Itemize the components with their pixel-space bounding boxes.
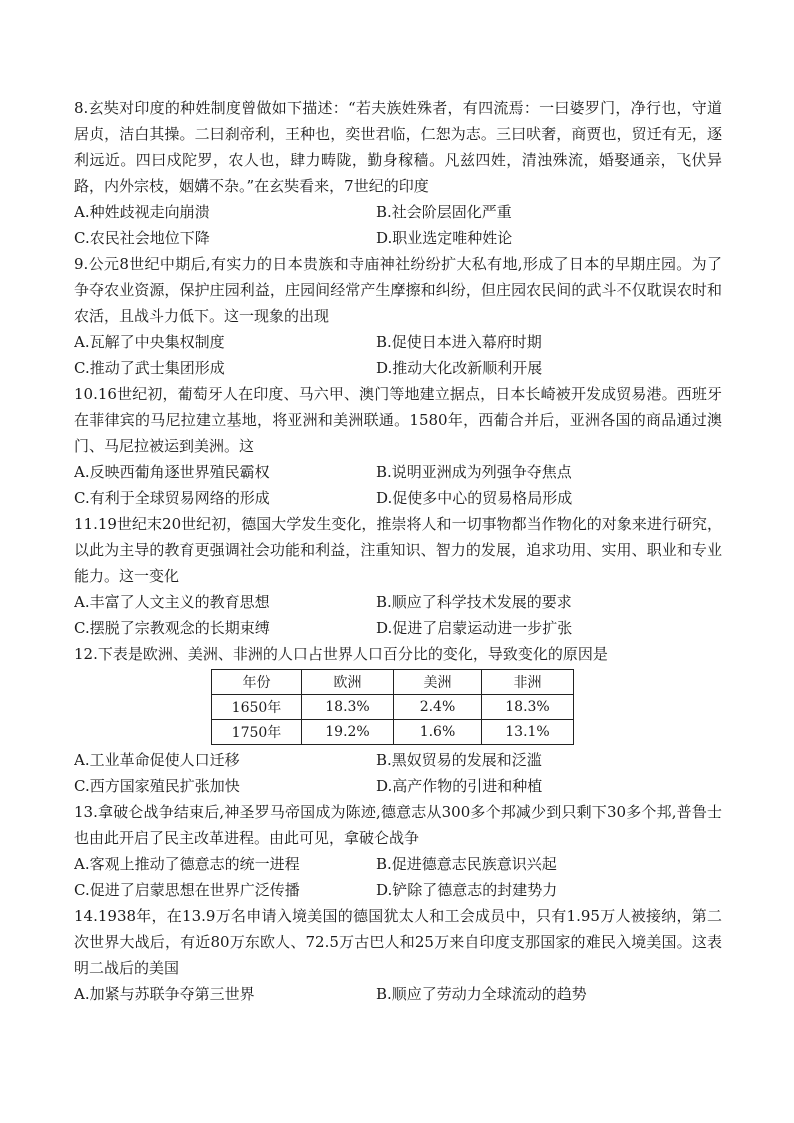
option-b[interactable]: B.社会阶层固化严重 xyxy=(376,203,512,221)
option-d[interactable]: D.推动大化改新顺利开展 xyxy=(376,359,543,377)
option-c[interactable]: C.促进了启蒙思想在世界广泛传播 xyxy=(74,881,300,899)
question-stem: 14.1938年，在13.9万名申请入境美国的德国犹太人和工会成员中，只有1.95万人被接纳，第二次世界大战后，有近80万东欧人、72.5万古巴人和25万来自印度支那国家的难民入境美国。这表明二战后的美国 xyxy=(74,907,722,977)
table-cell-year: 1650年 xyxy=(212,695,302,720)
question-stem: 12.下表是欧洲、美洲、非洲的人口占世界人口百分比的变化，导致变化的原因是 xyxy=(74,645,608,663)
question-14 xyxy=(74,903,722,1007)
table-cell-year: 1750年 xyxy=(212,720,302,745)
question-11 xyxy=(74,511,722,641)
option-a[interactable]: A.种姓歧视走向崩溃 xyxy=(74,203,210,221)
table-row xyxy=(212,720,574,745)
option-a[interactable]: A.客观上推动了德意志的统一进程 xyxy=(74,855,300,873)
answer-options xyxy=(74,329,722,381)
option-c[interactable]: C.有利于全球贸易网络的形成 xyxy=(74,489,270,507)
table-row xyxy=(212,695,574,720)
table-cell: 1.6% xyxy=(394,720,482,745)
option-d[interactable]: D.促进了启蒙运动进一步扩张 xyxy=(376,619,573,637)
question-9 xyxy=(74,251,722,381)
header-year: 年份 xyxy=(212,670,302,695)
question-8 xyxy=(74,95,722,251)
answer-options xyxy=(74,589,722,641)
option-d[interactable]: D.促使多中心的贸易格局形成 xyxy=(376,489,573,507)
option-b[interactable]: B.顺应了劳动力全球流动的趋势 xyxy=(376,985,587,1003)
table-cell: 18.3% xyxy=(302,695,394,720)
option-d[interactable]: D.铲除了德意志的封建势力 xyxy=(376,881,558,899)
question-12 xyxy=(74,641,722,799)
table-header-row xyxy=(212,670,574,695)
option-a[interactable]: A.瓦解了中央集权制度 xyxy=(74,333,225,351)
question-13 xyxy=(74,799,722,903)
option-a[interactable]: A.反映西葡角逐世界殖民霸权 xyxy=(74,463,270,481)
answer-options xyxy=(74,851,722,903)
header-europe: 欧洲 xyxy=(302,670,394,695)
table-cell: 13.1% xyxy=(482,720,574,745)
population-table xyxy=(211,669,574,745)
answer-options xyxy=(74,981,722,1007)
question-stem: 13.拿破仑战争结束后,神圣罗马帝国成为陈迹,德意志从300多个邦减少到只剩下30多个邦,普鲁士也由此开启了民主改革进程。由此可见，拿破仑战争 xyxy=(74,803,722,847)
option-a[interactable]: A.加紧与苏联争夺第三世界 xyxy=(74,985,255,1003)
question-stem: 9.公元8世纪中期后,有实力的日本贵族和寺庙神社纷纷扩大私有地,形成了日本的早期庄园。为了争夺农业资源，保护庄园利益，庄园间经常产生摩擦和纠纷，但庄园农民间的武斗不仅耽误农时和农活，且战斗力低下。这一现象的出现 xyxy=(74,255,722,325)
answer-options xyxy=(74,747,722,799)
option-c[interactable]: C.推动了武士集团形成 xyxy=(74,359,225,377)
answer-options xyxy=(74,459,722,511)
option-c[interactable]: C.农民社会地位下降 xyxy=(74,229,210,247)
option-c[interactable]: C.摆脱了宗教观念的长期束缚 xyxy=(74,619,270,637)
question-stem: 10.16世纪初，葡萄牙人在印度、马六甲、澳门等地建立据点，日本长崎被开发成贸易港。西班牙在菲律宾的马尼拉建立基地，将亚洲和美洲联通。1580年，西葡合并后，亚洲各国的商品通过澳门、马尼拉被运到美洲。这 xyxy=(74,385,722,455)
table-cell: 19.2% xyxy=(302,720,394,745)
option-a[interactable]: A.丰富了人文主义的教育思想 xyxy=(74,593,270,611)
option-b[interactable]: B.黑奴贸易的发展和泛滥 xyxy=(376,751,542,769)
exam-page xyxy=(74,95,722,1007)
question-stem: 8.玄奘对印度的种姓制度曾做如下描述：“若夫族姓殊者，有四流焉：一曰婆罗门，净行也，守道居贞，洁白其操。二曰刹帝利，王种也，奕世君临，仁恕为志。三曰吠奢，商贾也，贸迁有无，逐利远近。四曰戍陀罗，农人也，肆力畴陇，勤身稼穑。凡兹四姓，清浊殊流，婚娶通亲，飞伏异路，内外宗枝，姻媾不杂。”在玄奘看来，7世纪的印度 xyxy=(74,99,722,195)
option-d[interactable]: D.职业选定唯种姓论 xyxy=(376,229,513,247)
option-a[interactable]: A.工业革命促使人口迁移 xyxy=(74,751,240,769)
table-cell: 2.4% xyxy=(394,695,482,720)
table-cell: 18.3% xyxy=(482,695,574,720)
question-10 xyxy=(74,381,722,511)
option-c[interactable]: C.西方国家殖民扩张加快 xyxy=(74,777,240,795)
answer-options xyxy=(74,199,722,251)
option-b[interactable]: B.顺应了科学技术发展的要求 xyxy=(376,593,572,611)
option-b[interactable]: B.说明亚洲成为列强争夺焦点 xyxy=(376,463,572,481)
option-b[interactable]: B.促进德意志民族意识兴起 xyxy=(376,855,557,873)
header-africa: 非洲 xyxy=(482,670,574,695)
option-d[interactable]: D.高产作物的引进和种植 xyxy=(376,777,543,795)
header-americas: 美洲 xyxy=(394,670,482,695)
question-stem: 11.19世纪末20世纪初，德国大学发生变化，推崇将人和一切事物都当作物化的对象来进行研究，以此为主导的教育更强调社会功能和利益，注重知识、智力的发展，追求功用、实用、职业和专业能力。这一变化 xyxy=(74,515,722,585)
option-b[interactable]: B.促使日本进入幕府时期 xyxy=(376,333,542,351)
